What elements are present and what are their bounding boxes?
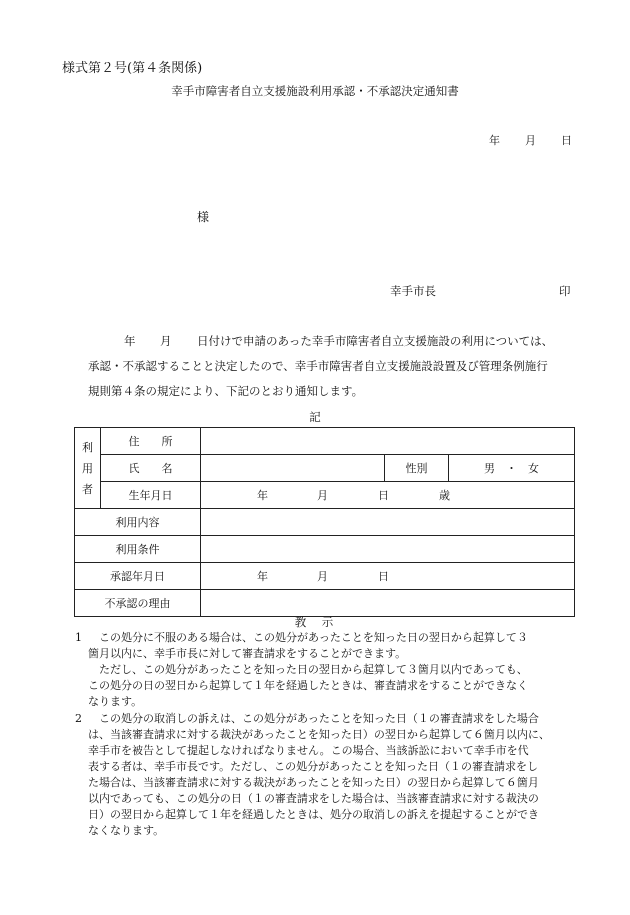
form-number: 様式第２号(第４条関係) [62, 61, 203, 76]
instructions-title: 教 示 [294, 615, 336, 629]
approval-year: 年 [257, 570, 268, 583]
body-line-2: 承認・不承認することと決定したので、幸手市障害者自立支援施設設置及び管理条例施行 [88, 359, 548, 373]
instruction-line: ただし、この処分があったことを知った日の翌日から起算して３箇月以内であっても、 [99, 663, 528, 676]
address-field[interactable] [201, 428, 575, 455]
birthdate-month: 月 [317, 489, 328, 502]
usage-label: 利用内容 [75, 509, 201, 536]
user-label-char: 利 [82, 440, 93, 454]
birthdate-day: 日 [378, 489, 389, 502]
name-field[interactable] [201, 455, 385, 482]
issuer-seal: 印 [559, 284, 571, 298]
rejection-field[interactable] [201, 590, 575, 617]
instruction-line: 表する者は、幸手市長です。ただし、この処分があったことを知った日（１の審査請求をし [88, 760, 539, 773]
approval-date-field[interactable] [201, 563, 575, 590]
usage-field[interactable] [201, 509, 575, 536]
approval-day: 日 [378, 570, 389, 583]
approval-month: 月 [317, 570, 328, 583]
table-row [75, 509, 575, 536]
address-label: 住 所 [101, 428, 201, 455]
date-month: 月 [525, 134, 536, 147]
table-row [75, 536, 575, 563]
body-line-1: 日付けで申請のあった幸手市障害者自立支援施設の利用については、 [197, 334, 554, 348]
document-title: 幸手市障害者自立支援施設利用承認・不承認決定通知書 [171, 84, 459, 98]
application-table [74, 427, 575, 617]
conditions-label: 利用条件 [75, 536, 201, 563]
user-label-char: 者 [82, 482, 93, 496]
instruction-line: は、当該審査請求に対する裁決があったことを知った日）の翌日から起算して６箇月以内に、 [88, 728, 550, 741]
body-month: 月 [160, 334, 172, 348]
name-label: 氏 名 [101, 455, 201, 482]
addressee-honorific: 様 [197, 210, 210, 224]
table-row [75, 428, 575, 455]
date-year: 年 [489, 134, 500, 147]
user-label [75, 428, 101, 509]
instruction-line: この処分の取消しの訴えは、この処分があったことを知った日（１の審査請求をした場合 [99, 712, 539, 725]
rejection-label: 不承認の理由 [75, 590, 201, 617]
approval-date-label: 承認年月日 [75, 563, 201, 590]
birthdate-label: 生年月日 [101, 482, 201, 509]
gender-label: 性別 [385, 455, 449, 482]
table-row [75, 563, 575, 590]
birthdate-field[interactable] [201, 482, 575, 509]
table-row [75, 455, 575, 482]
instruction-line: 以内であっても、この処分の日（１の審査請求をした場合は、当該審査請求に対する裁決の [88, 792, 539, 805]
instruction-line: 幸手市を被告として提起しなければなりません。この場合、当該訴訟において幸手市を代 [88, 744, 529, 757]
table-row [75, 590, 575, 617]
instruction-line: この処分に不服のある場合は、この処分があったことを知った日の翌日から起算して３ [99, 631, 528, 644]
instruction-line: 日）の翌日から起算して１年を経過したときは、処分の取消しの訴えを提起することができ [88, 808, 539, 821]
instruction-number: 2 [75, 712, 82, 725]
birthdate-year: 年 [257, 489, 268, 502]
instruction-number: 1 [75, 631, 82, 644]
issuer-name: 幸手市長 [390, 284, 436, 298]
gender-field[interactable]: 男 ・ 女 [449, 455, 575, 482]
instruction-line: なります。 [88, 695, 143, 708]
instruction-line: 箇月以内に、幸手市長に対して審査請求をすることができます。 [88, 647, 407, 660]
instruction-line: た場合は、当該審査請求に対する裁決があったことを知った日）の翌日から起算して６箇月 [88, 776, 539, 789]
user-label-char: 用 [82, 461, 93, 475]
birthdate-age: 歳 [439, 489, 450, 502]
body-year: 年 [124, 334, 136, 348]
table-row [75, 482, 575, 509]
date-day: 日 [561, 134, 572, 147]
instruction-line: なくなります。 [88, 824, 165, 837]
ki-heading: 記 [309, 410, 321, 424]
conditions-field[interactable] [201, 536, 575, 563]
instruction-line: この処分の日の翌日から起算して１年を経過したときは、審査請求をすることができなく [88, 679, 528, 692]
body-line-3: 規則第４条の規定により、下記のとおり通知します。 [88, 384, 364, 398]
